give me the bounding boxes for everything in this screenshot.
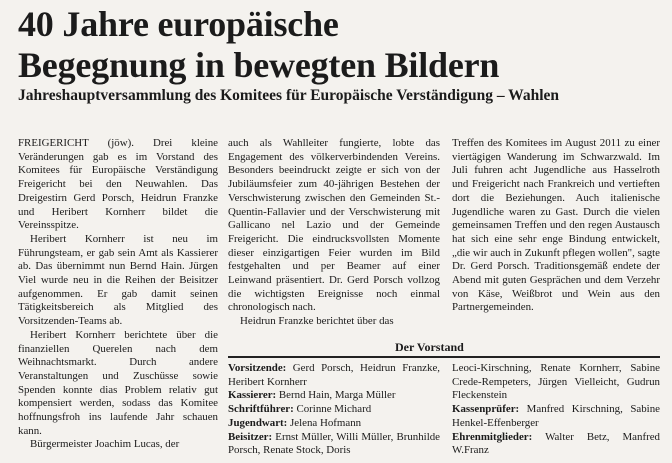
article-column-2 <box>228 137 440 329</box>
headline-line-1: 40 Jahre europäische <box>18 4 339 44</box>
board-members: Leoci-Kirschning, Renate Kornherr, Sabine Crede-Rempeters, Jürgen Vielleicht, Gudrun Fleckenstein <box>452 362 660 402</box>
board-role: Schriftführer: <box>228 403 294 416</box>
box-divider <box>228 356 660 358</box>
board-role: Vorsitzende: <box>228 362 287 374</box>
paragraph: Treffen des Komitees im August 2011 zu einer viertägigen Wanderung im Schwarzwald. Im Juli fuhren acht Jugendliche aus Hasselroth und Freigericht nach Frankreich und vertieften dort die Beziehungen. Auch italienische Jugendliche waren zu Gast. Durch die vielen gemeinsamen Treffen und den regen Austausch hat sich eine sehr enge Bindung entwickelt, „die wir auch in Zukunft pflegen wollen", sagte Dr. Gerd Porsch. Traditionsgemäß endete der Abend mit guten Gesprächen und dem Verzehr von Käse, Weißbrot und Wein aus den Partnergemeinden. <box>452 137 660 314</box>
board-members: Gerd Porsch, Heidrun Franzke, Heribert Kornherr <box>228 362 440 388</box>
board-box-title: Der Vorstand <box>395 340 464 354</box>
board-entry <box>228 389 440 403</box>
board-entry <box>228 417 440 431</box>
board-role: Jugendwart: <box>228 416 288 429</box>
board-list-left <box>228 362 440 458</box>
board-role: Kassierer: <box>228 389 277 402</box>
board-entry <box>452 431 660 458</box>
article-column-1 <box>18 137 218 452</box>
board-entry <box>228 403 440 417</box>
paragraph: Heidrun Franzke berichtet über das <box>240 315 394 328</box>
board-entry <box>452 403 660 430</box>
headline-line-2: Begegnung in bewegten Bildern <box>18 45 500 85</box>
board-members: Bernd Hain, Marga Müller <box>276 389 396 402</box>
board-members: Ernst Müller, Willi Müller, Brunhilde Porsch, Renate Stock, Doris <box>228 430 440 457</box>
article-column-3 <box>452 137 660 315</box>
paragraph: Heribert Kornherr ist neu im Führungsteam, er gab sein Amt als Kassierer ab. Das übernimmt nun Bernd Hain. Jürgen Viel wurde neu in die Reihen der Beisitzer aufgenommen. Er gab damit seinen Tätigkeitsbereich als Mitglied des Vorsitzenden-Teams ab. <box>18 232 218 328</box>
paragraph: auch als Wahlleiter fungierte, lobte das Engagement des völkerverbindenden Vereins. Besonders beeindruckt zeigte er sich von der Jubiläumsfeier zum 40-jährigen Bestehen der Verschwisterung zwischen den Gemeinden St.-Quentin-Fallavier und der Verschwisterung mit Gallicano nel Lazio und der Gemeinde Freigericht. Die eindrucksvollsten Momente dieser einzigartigen Feier wurden im Bild festgehalten und per Beamer auf einer Leinwand präsentiert. Dr. Gerd Porsch vollzog die wichtigsten Ereignisse noch einmal chronologisch nach. <box>228 137 440 314</box>
paragraph: FREIGERICHT (jöw). Drei kleine Veränderungen gab es im Vorstand des Komitees für Europäische Verständigung Freigericht bei den Neuwahlen. Das Dreigestirn Gerd Porsch, Heidrun Franzke und Heribert Kornherr bildet die Vereinsspitze. <box>18 137 218 232</box>
headline <box>18 4 668 86</box>
board-entry <box>452 362 660 403</box>
board-members: Jelena Hofmann <box>287 416 362 429</box>
paragraph: Bürgermeister Joachim Lucas, der <box>30 438 180 451</box>
paragraph: Heribert Kornherr berichtete über die finanziellen Querelen nach dem Weihnachtsmarkt. Durch andere Veranstaltungen und Zuschüsse sowie Spenden konnte dias Problem relativ gut kompensiert werden, sodass das Komitee hoffnungsfroh ins laufende Jahr schauen kann. <box>18 328 218 437</box>
subheadline: Jahreshauptversammlung des Komitees für Europäische Verständigung – Wahlen <box>18 87 560 104</box>
board-role: Beisitzer: <box>228 430 273 443</box>
board-members: Walter Betz, Manfred W.Franz <box>452 430 660 457</box>
board-members: Corinne Michard <box>293 403 372 416</box>
board-role: Ehrenmitglieder: <box>452 430 533 443</box>
board-members: Manfred Kirschning, Sabine Henkel-Effenberger <box>452 403 660 429</box>
board-list-right <box>452 362 660 458</box>
board-entry <box>228 431 440 458</box>
board-role: Kassenprüfer: <box>452 403 520 416</box>
board-entry <box>228 362 440 389</box>
